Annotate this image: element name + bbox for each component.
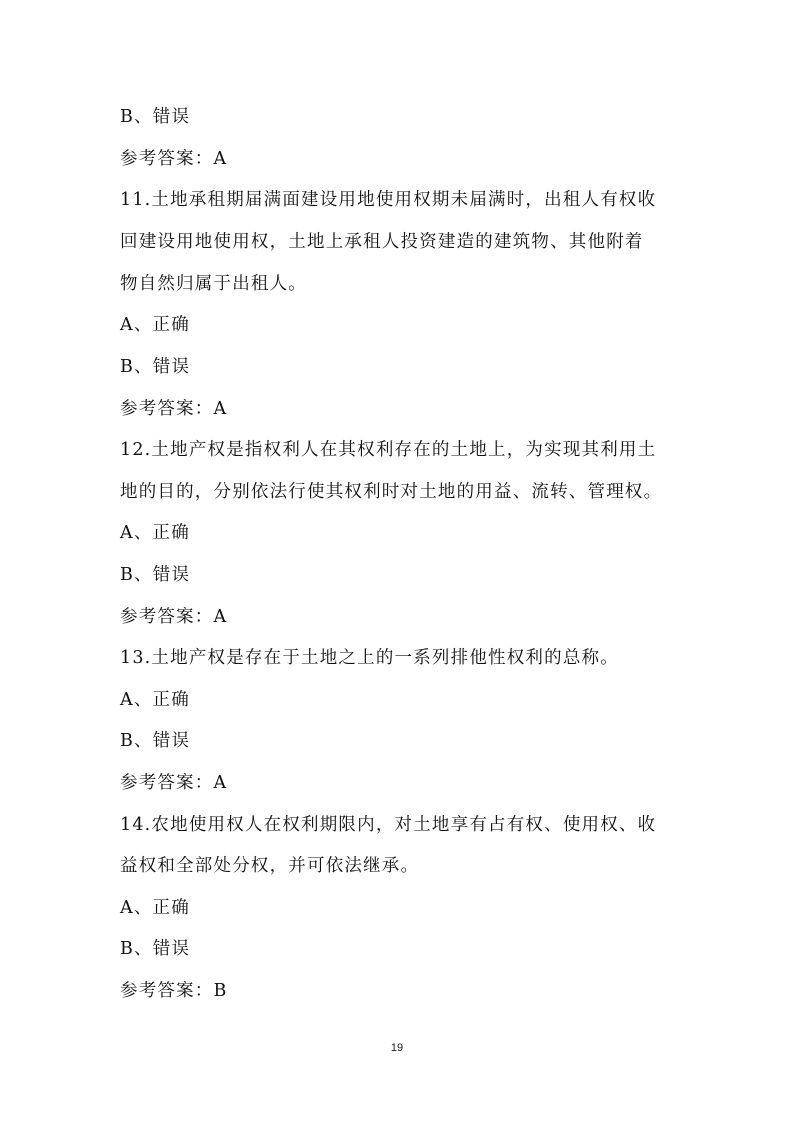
question-14-line-2: 益权和全部处分权，并可依法继承。: [120, 856, 420, 876]
question-11-line-2: 回建设用地使用权，土地上承租人投资建造的建筑物、其他附着: [120, 232, 644, 252]
option-a-q11: A、正确: [120, 315, 190, 335]
question-12-line-1: 12.土地产权是指权利人在其权利存在的土地上，为实现其利用土: [120, 440, 657, 460]
option-b-q11: B、错误: [120, 357, 191, 377]
option-b-q14: B、错误: [120, 939, 191, 959]
option-a-q12: A、正确: [120, 523, 190, 543]
question-11-line-3: 物自然归属于出租人。: [120, 274, 307, 294]
option-b-q10: B、错误: [120, 107, 191, 127]
option-a-q13: A、正确: [120, 690, 190, 710]
answer-q14: 参考答案：B: [120, 981, 228, 1001]
question-11-line-1: 11.土地承租期届满面建设用地使用权期未届满时，出租人有权收: [120, 190, 657, 210]
question-14-line-1: 14.农地使用权人在权利期限内，对土地享有占有权、使用权、收: [120, 815, 657, 835]
option-b-q12: B、错误: [120, 565, 191, 585]
option-b-q13: B、错误: [120, 731, 191, 751]
option-a-q14: A、正确: [120, 898, 190, 918]
answer-q12: 参考答案：A: [120, 607, 228, 627]
answer-q10: 参考答案：A: [120, 149, 228, 169]
answer-q11: 参考答案：A: [120, 399, 228, 419]
page-number: 19: [390, 1042, 404, 1054]
question-13: 13.土地产权是存在于土地之上的一系列排他性权利的总称。: [120, 648, 619, 668]
answer-q13: 参考答案：A: [120, 773, 228, 793]
question-12-line-2: 地的目的，分别依法行使其权利时对土地的用益、流转、管理权。: [120, 482, 663, 502]
